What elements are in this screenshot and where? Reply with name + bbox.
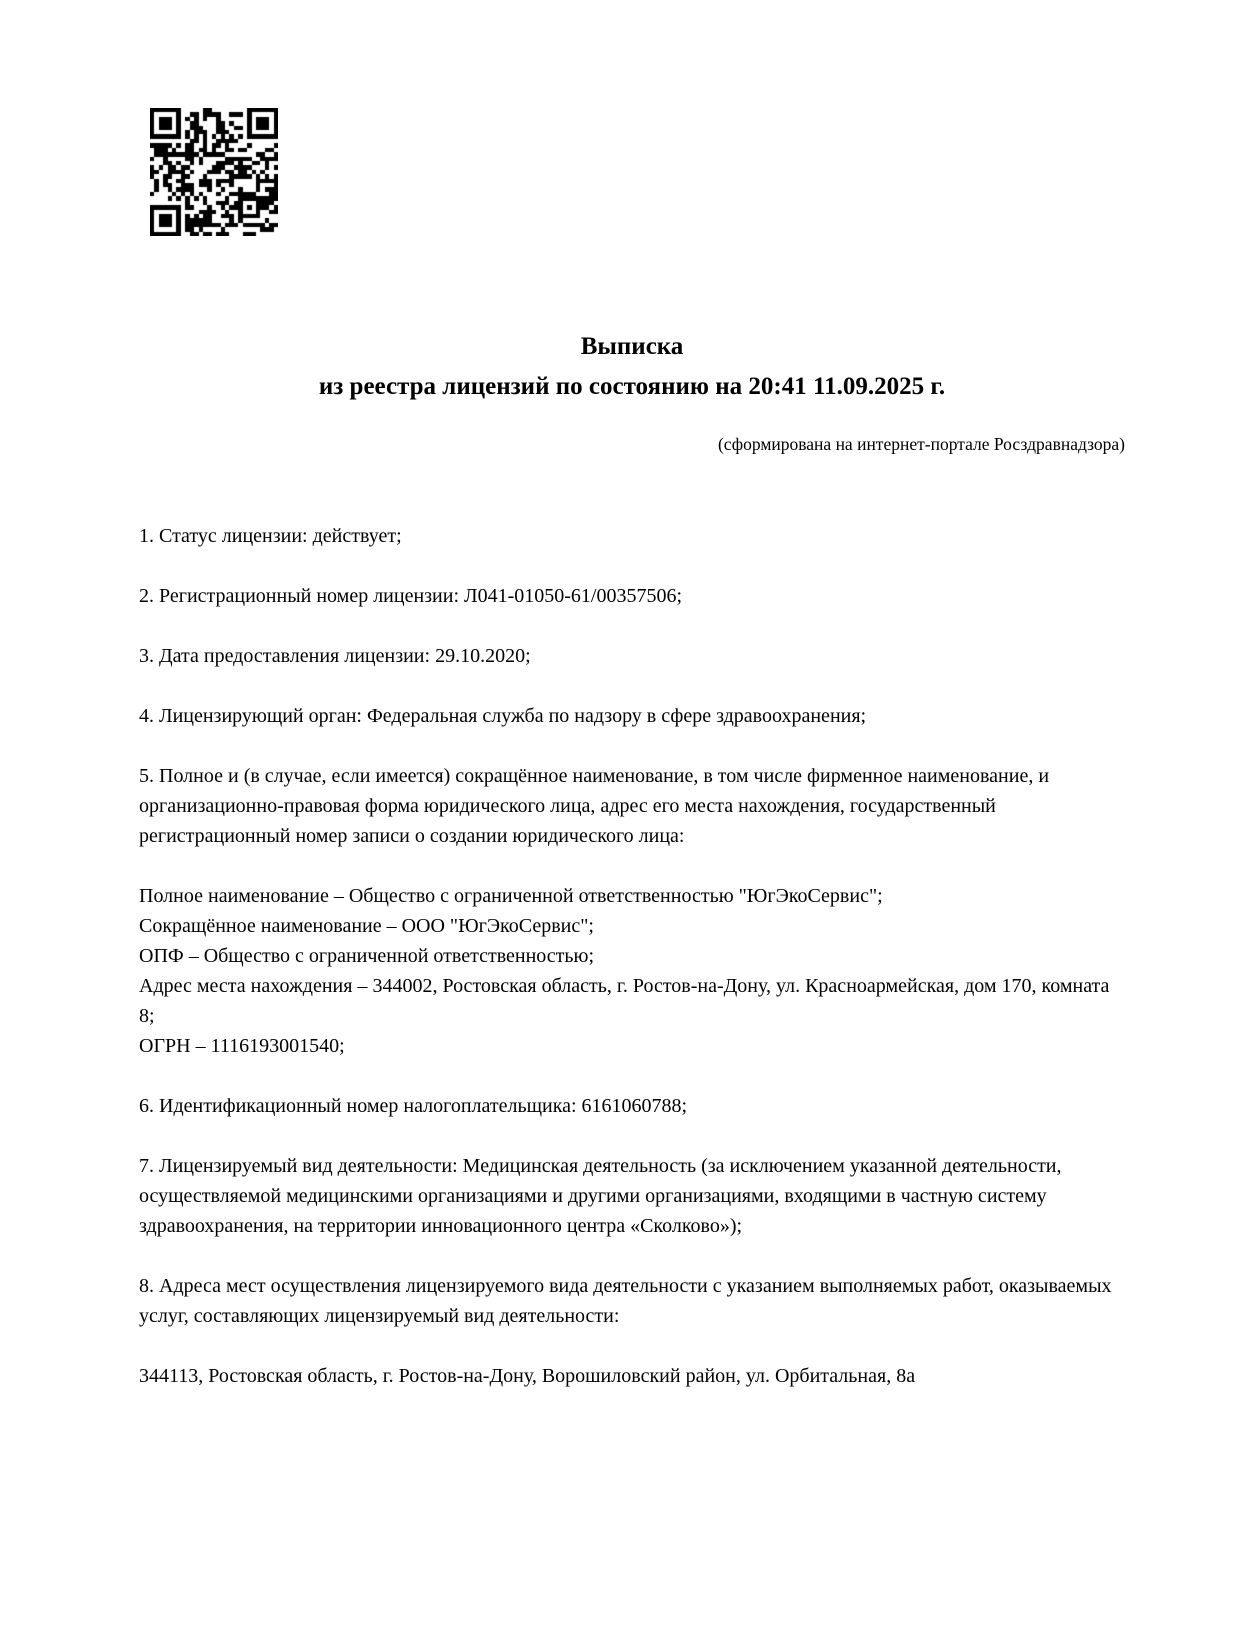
company-details-block xyxy=(139,881,1125,1061)
item-registration-number: 2. Регистрационный номер лицензии: Л041-01050-61/00357506; xyxy=(139,585,683,607)
item-name-intro: 5. Полное и (в случае, если имеется) сокращённое наименование, в том числе фирменное наименование, и организационно-правовая форма юридического лица, адрес его места нахождения, государственный регистрационный номер записи о создании юридического лица: xyxy=(139,765,1050,847)
company-ogrn: ОГРН – 1116193001540; xyxy=(139,1035,345,1057)
company-full-name: Полное наименование – Общество с ограниченной ответственностью "ЮгЭкоСервис"; xyxy=(139,885,883,907)
qr-code-icon xyxy=(150,108,278,236)
company-address: Адрес места нахождения – 344002, Ростовская область, г. Ростов-на-Дону, ул. Красноармейская, дом 170, комната 8; xyxy=(139,975,1110,1027)
title-line-2: из реестра лицензий по состоянию на 20:41 11.09.2025 г. xyxy=(318,373,946,400)
activity-address: 344113, Ростовская область, г. Ростов-на-Дону, Ворошиловский район, ул. Орбитальная, 8а xyxy=(139,1365,916,1387)
item-license-status: 1. Статус лицензии: действует; xyxy=(139,525,402,547)
item-licensing-authority: 4. Лицензирующий орган: Федеральная служба по надзору в сфере здравоохранения; xyxy=(139,705,867,727)
item-activity-addresses-intro: 8. Адреса мест осуществления лицензируемого вида деятельности с указанием выполняемых работ, оказываемых услуг, составляющих лицензируемый вид деятельности: xyxy=(139,1275,1112,1327)
document-body xyxy=(139,521,1125,1421)
document-title xyxy=(139,327,1125,407)
document-subtitle: (сформирована на интернет-портале Росздравнадзора) xyxy=(717,434,1125,454)
item-grant-date: 3. Дата предоставления лицензии: 29.10.2020; xyxy=(139,645,531,667)
item-inn: 6. Идентификационный номер налогоплательщика: 6161060788; xyxy=(139,1095,688,1117)
title-line-1: Выписка xyxy=(580,333,684,360)
company-legal-form: ОПФ – Общество с ограниченной ответственностью; xyxy=(139,945,595,967)
company-short-name: Сокращённое наименование – ООО "ЮгЭкоСервис"; xyxy=(139,915,594,937)
item-licensed-activity: 7. Лицензируемый вид деятельности: Медицинская деятельность (за исключением указанной деятельности, осуществляемой медицинскими организациями и другими организациями, входящими в частную систему здравоохранения, на территории инновационного центра «Сколково»); xyxy=(139,1155,1062,1237)
